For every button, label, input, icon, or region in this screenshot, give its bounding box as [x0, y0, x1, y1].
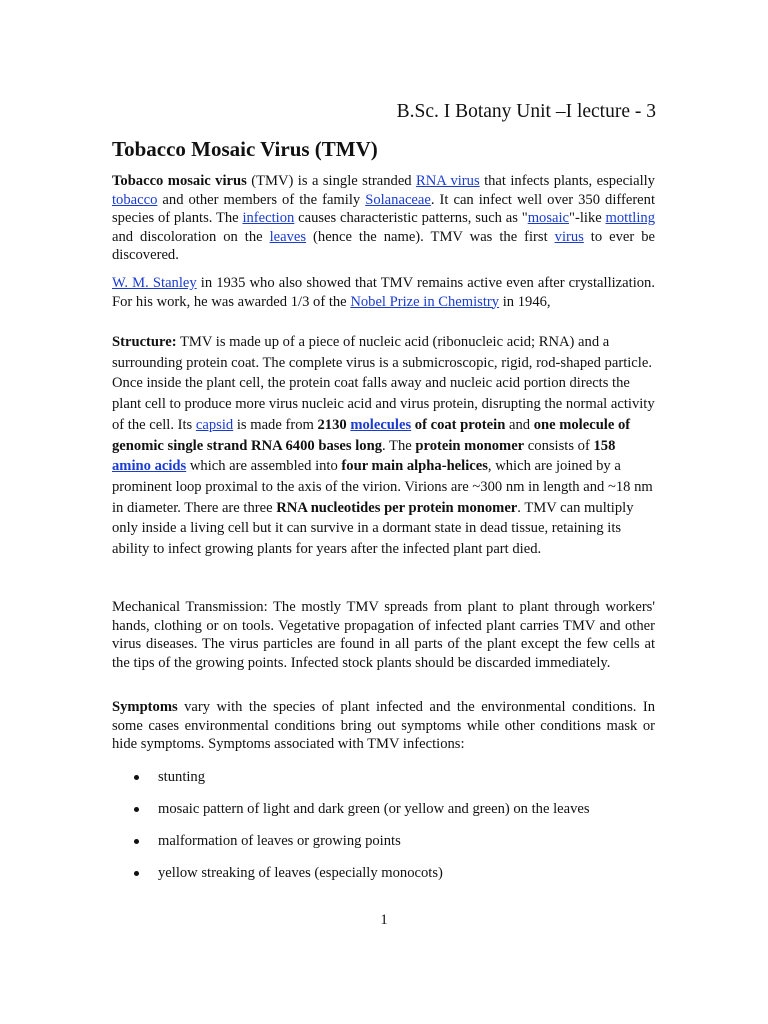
link-tobacco[interactable]: tobacco [112, 191, 158, 208]
link-molecules[interactable]: molecules [350, 416, 412, 433]
link-infection[interactable]: infection [242, 210, 295, 227]
symptoms-list [112, 768, 590, 896]
list-item [112, 768, 590, 800]
structure-bold-rna-nucleotides: RNA nucleotides per protein monomer [276, 499, 518, 516]
symptom-mosaic-pattern: mosaic pattern of light and dark green (or yellow and green) on the leaves [158, 801, 590, 817]
symptoms-paragraph [112, 698, 655, 754]
intro-text-3: and other members of the family [157, 191, 366, 208]
bullet-icon [134, 871, 139, 876]
mechanical-transmission-paragraph: Mechanical Transmission: The mostly TMV spreads from plant to plant through workers' hands, clothing or on tools. Vegetative propagation of infected plant carries TMV and other virus diseases. The virus particles are found in all parts of the plant except the few cells at the tips of the growing points. Infected stock plants should be discarded immediately. [112, 599, 655, 671]
structure-text-5: consists of [524, 437, 594, 454]
intro-text-1: (TMV) is a single stranded [246, 173, 417, 189]
intro-text-5: causes characteristic patterns, such as " [294, 210, 528, 227]
link-leaves[interactable]: leaves [269, 228, 307, 245]
symptom-stunting: stunting [158, 769, 206, 785]
structure-bold-alpha-helices: four main alpha-helices [341, 458, 488, 475]
stanley-paragraph [112, 274, 655, 311]
link-wm-stanley[interactable]: W. M. Stanley [112, 275, 197, 291]
link-mottling[interactable]: mottling [605, 210, 655, 227]
structure-text-8: . TMV can multiply only inside a living cell but it can survive in a dormant state in dead tissue, retaining its ability to infect growing plants for years after the infected plant part died. [112, 499, 634, 558]
intro-text-4: . It can infect well over 350 different species of plants. The [112, 191, 656, 227]
intro-text-6: "-like [569, 210, 606, 227]
intro-text-2: that infects plants, especially [479, 173, 655, 189]
structure-text-4: . The [382, 437, 416, 454]
intro-paragraph [112, 172, 655, 265]
page-number: 1 [380, 912, 388, 928]
term-tobacco-mosaic-virus: Tobacco mosaic virus [112, 173, 247, 189]
link-virus[interactable]: virus [554, 228, 584, 245]
structure-text-6: which are assembled into [186, 458, 342, 475]
link-capsid[interactable]: capsid [195, 416, 234, 433]
structure-bold-protein-monomer: protein monomer [415, 437, 525, 454]
symptom-yellow-streaking: yellow streaking of leaves (especially monocots) [158, 865, 443, 881]
intro-text-8: (hence the name). TMV was the first [306, 228, 555, 245]
structure-text-3: and [505, 416, 534, 433]
link-rna-virus[interactable]: RNA virus [416, 173, 480, 189]
structure-bold-coat-protein: of coat protein [411, 416, 506, 433]
symptoms-label: Symptoms [112, 699, 178, 715]
bullet-icon [134, 775, 139, 780]
intro-text-7: and discoloration on the [112, 228, 270, 245]
symptom-malformation: malformation of leaves or growing points [158, 833, 401, 849]
structure-text-7: , which are joined by a prominent loop proximal to the axis of the virion. Virions are ~300 nm in length and ~18 nm in diameter. There are three [112, 458, 653, 516]
structure-text-1: TMV is made up of a piece of nucleic acid (ribonucleic acid; RNA) and a surrounding protein coat. The complete virus is a submicroscopic, rigid, rod-shaped particle. Once inside the plant cell, the protein coat falls away and nucleic acid portion directs the plant cell to produce more virus nucleic acid and virus protein, disrupting the normal activity of the cell. Its [112, 334, 655, 433]
structure-label: Structure: [112, 334, 177, 350]
bullet-icon [134, 807, 139, 812]
stanley-text-2: in 1946, [499, 293, 551, 310]
link-solanaceae[interactable]: Solanaceae [365, 191, 431, 208]
link-nobel-prize-chemistry[interactable]: Nobel Prize in Chemistry [350, 293, 500, 310]
link-amino-acids[interactable]: amino acids [112, 458, 187, 475]
structure-bold-158: 158 [593, 437, 616, 454]
stanley-text-1: in 1935 who also showed that TMV remains active even after crystallization. For his work, he was awarded 1/3 of the [112, 275, 655, 310]
structure-bold-2130: 2130 [317, 416, 351, 433]
symptoms-text: vary with the species of plant infected and the environmental conditions. In some cases environmental conditions bring out symptoms while other conditions mask or hide symptoms. Symptoms associated with TMV infections: [112, 699, 655, 753]
structure-bold-rna-genome: one molecule of genomic single strand RNA 6400 bases long [112, 416, 631, 454]
list-item [112, 800, 590, 832]
link-mosaic[interactable]: mosaic [527, 210, 570, 227]
lecture-header: B.Sc. I Botany Unit –I lecture - 3 [396, 101, 656, 122]
list-item [112, 832, 590, 864]
structure-paragraph [112, 332, 655, 560]
intro-text-9: to ever be discovered. [112, 228, 655, 264]
structure-text-2: is made from [233, 416, 318, 433]
bullet-icon [134, 839, 139, 844]
list-item [112, 864, 590, 896]
page-title: Tobacco Mosaic Virus (TMV) [112, 137, 378, 161]
